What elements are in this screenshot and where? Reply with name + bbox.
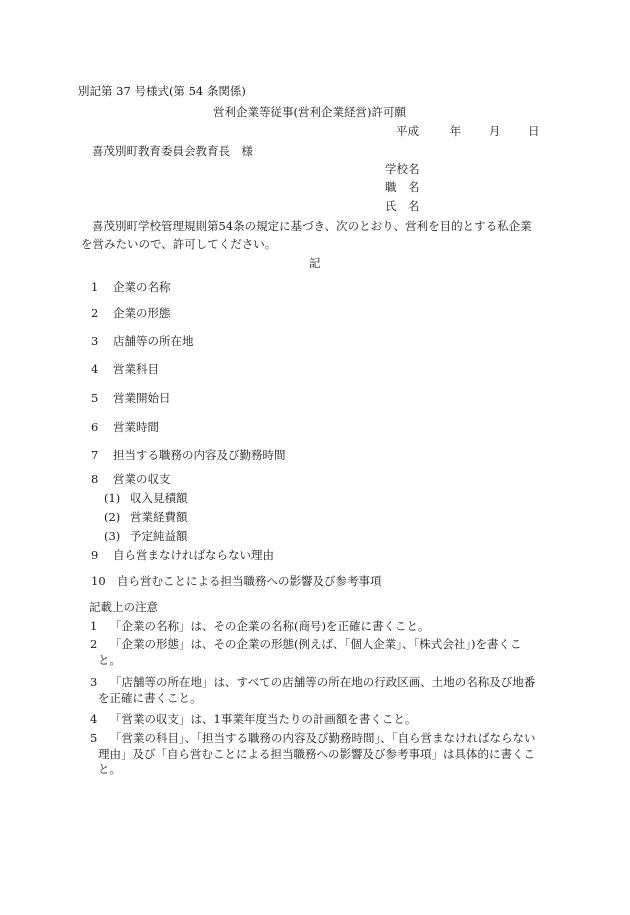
body-text-line-1: 喜茂別町学校管理規則第54条の規定に基づき、次のとおり、営利を目的とする私企業 (92, 219, 532, 233)
list-item: 5 営業開始日 (91, 391, 171, 405)
sub-item: (3) 予定純益額 (104, 529, 188, 543)
list-item: 10 自ら営むことによる担当職務への影響及び参考事項 (91, 574, 382, 588)
list-item: 7 担当する職務の内容及び勤務時間 (91, 448, 286, 462)
sub-item: (1) 収入見積額 (104, 491, 188, 505)
list-item: 6 営業時間 (91, 420, 159, 434)
note-item: 2 「企業の形態」は、その企業の形態(例えば、「個人企業」、「株式会社」)を書くこ と。 (90, 637, 522, 667)
addressee: 喜茂別町教育委員会教育長 様 (92, 144, 253, 158)
date-day: 日 (527, 124, 540, 138)
sub-item: (2) 営業経費額 (104, 510, 188, 524)
body-text-line-2: を営みたいので、許可してください。 (81, 237, 277, 251)
note-item: 5 「営業の科目」、「担当する職務の内容及び勤務時間」、「自ら営まなければならない 理由」及び「自ら営むことによる担当職務への影響及び参考事項」は具体的に書くこ と。 (90, 731, 536, 777)
date-month: 月 (488, 124, 501, 138)
notes-heading: 記載上の注意 (89, 600, 158, 614)
date-year: 年 (449, 124, 462, 138)
form-reference: 別記第 37 号様式(第 54 条関係) (78, 84, 246, 98)
ki-heading: 記 (309, 256, 321, 270)
applicant-school: 学校名 (385, 162, 420, 176)
note-item: 4 「営業の収支」は、1事業年度当たりの計画額を書くこと。 (90, 712, 417, 726)
date-era: 平成 (396, 124, 419, 138)
list-item: 2 企業の形態 (91, 306, 171, 320)
list-item: 3 店舗等の所在地 (91, 334, 194, 348)
note-item: 1 「企業の名称」は、その企業の名称(商号)を正確に書くこと。 (90, 619, 430, 633)
list-item: 8 営業の収支 (91, 472, 171, 486)
list-item: 4 営業科目 (91, 362, 159, 376)
note-item: 3 「店舗等の所在地」は、すべての店舗等の所在地の行政区画、土地の名称及び地番 を正確に書くこと。 (90, 675, 536, 705)
applicant-position: 職 名 (385, 180, 420, 194)
date-line (396, 124, 539, 140)
document-title: 営利企業等従事(営利企業経営)許可願 (213, 105, 406, 119)
list-item: 9 自ら営まなければならない理由 (91, 548, 274, 562)
applicant-name: 氏 名 (385, 199, 420, 213)
list-item: 1 企業の名称 (91, 280, 171, 294)
